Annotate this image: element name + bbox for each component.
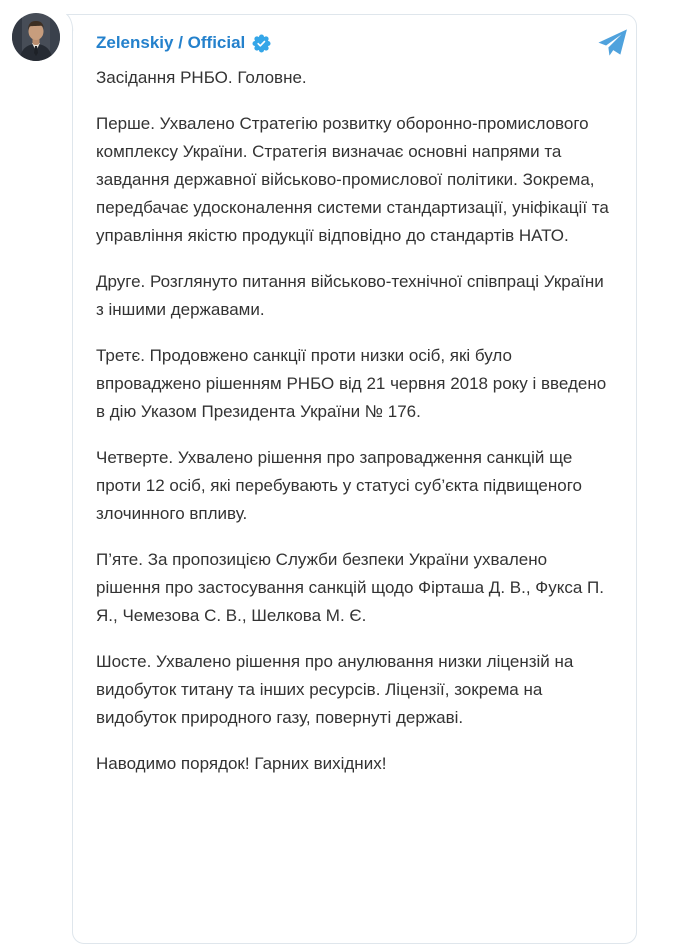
post-paragraph: Четверте. Ухвалено рішення про запровадження санкцій ще проти 12 осіб, які перебувають у статусі суб’єкта підвищеного злочинного впливу.: [96, 448, 582, 523]
post-paragraph: Наводимо порядок! Гарних вихідних!: [96, 754, 387, 773]
post-content: [96, 64, 615, 778]
post-header: [96, 32, 612, 54]
verified-badge-icon: [252, 34, 271, 53]
bubble-tail: [66, 14, 80, 32]
post-paragraph: П’яте. За пропозицією Служби безпеки України ухвалено рішення про застосування санкцій щодо Фірташа Д. В., Фукса П. Я., Чемезова С. В., Шелкова М. Є.: [96, 550, 604, 625]
channel-name-link[interactable]: Zelenskiy / Official: [96, 33, 246, 52]
post-bubble: [72, 14, 637, 944]
post-paragraph: Шосте. Ухвалено рішення про анулювання низки ліцензій на видобуток титану та інших ресурсів. Ліцензії, зокрема на видобуток природного газу, повернуті державі.: [96, 652, 574, 727]
post-paragraph: Перше. Ухвалено Стратегію розвитку оборонно-промислового комплексу України. Стратегія визначає основні напрями та завдання державної військово-промислової політики. Зокрема, передбачає удосконалення системи стандартизації, уніфікації та управління якістю продукції відповідно до стандартів НАТО.: [96, 114, 609, 245]
post-paragraph: Третє. Продовжено санкції проти низки осіб, які було впроваджено рішенням РНБО від 21 червня 2018 року і введено в дію Указом Президента України № 176.: [96, 346, 607, 421]
channel-avatar[interactable]: [12, 13, 60, 61]
post-paragraph: Засідання РНБО. Головне.: [96, 68, 307, 87]
telegram-plane-icon[interactable]: [596, 25, 629, 61]
post-paragraph: Друге. Розглянуто питання військово-технічної співпраці України з іншими державами.: [96, 272, 604, 319]
channel-avatar-photo: [12, 13, 60, 61]
